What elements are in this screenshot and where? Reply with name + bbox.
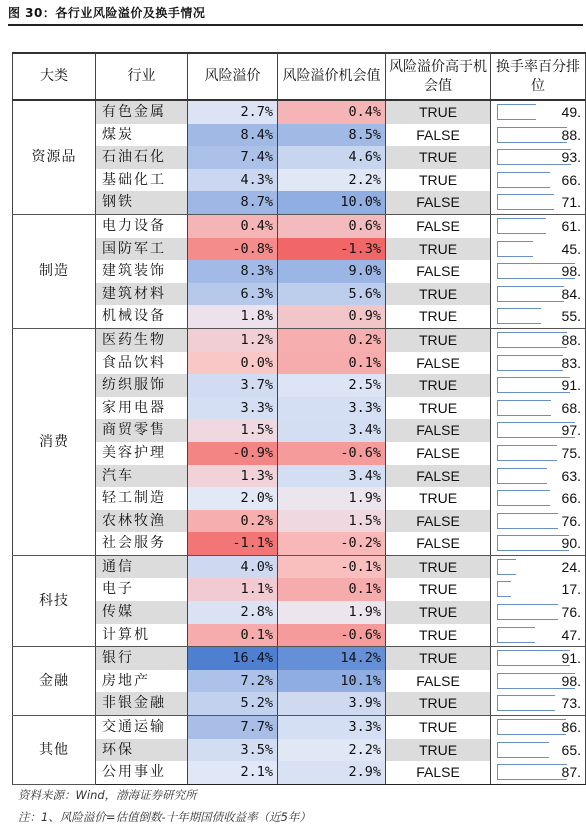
opportunity-cell: 1.9%	[278, 487, 386, 510]
turnover-rank-cell	[491, 532, 586, 555]
category-cell: 其他	[13, 716, 96, 785]
turnover-rank-value: 61.	[561, 217, 581, 234]
risk-premium-cell: 4.0%	[188, 555, 278, 578]
above-opportunity-cell: TRUE	[386, 555, 491, 578]
industry-cell: 银行	[96, 647, 188, 670]
industry-cell: 医药生物	[96, 328, 188, 351]
above-opportunity-cell: TRUE	[386, 238, 491, 261]
turnover-rank-value: 98.	[561, 263, 581, 280]
table-row	[13, 716, 586, 739]
turnover-rank-bar	[497, 218, 546, 234]
table-row	[13, 692, 586, 715]
turnover-rank-cell	[491, 465, 586, 488]
industry-cell: 电力设备	[96, 214, 188, 237]
table-row	[13, 214, 586, 237]
table-row	[13, 761, 586, 784]
risk-premium-cell: 2.1%	[188, 761, 278, 784]
turnover-rank-bar	[497, 559, 516, 575]
opportunity-cell: 2.2%	[278, 739, 386, 762]
opportunity-cell: -0.6%	[278, 442, 386, 465]
opportunity-cell: 0.1%	[278, 578, 386, 601]
table-row	[13, 532, 586, 555]
header-category: 大类	[13, 53, 96, 100]
turnover-rank-cell	[491, 169, 586, 192]
above-opportunity-cell: TRUE	[386, 716, 491, 739]
opportunity-cell: 14.2%	[278, 647, 386, 670]
opportunity-cell: 0.2%	[278, 328, 386, 351]
turnover-rank-cell	[491, 419, 586, 442]
turnover-rank-cell	[491, 238, 586, 261]
risk-premium-cell: -0.9%	[188, 442, 278, 465]
turnover-rank-value: 24.	[561, 558, 581, 575]
industry-cell: 交通运输	[96, 716, 188, 739]
turnover-rank-bar	[497, 104, 536, 120]
industry-cell: 轻工制造	[96, 487, 188, 510]
turnover-rank-bar	[497, 149, 571, 165]
turnover-rank-bar	[497, 650, 570, 666]
turnover-rank-bar	[497, 194, 554, 210]
above-opportunity-cell: TRUE	[386, 601, 491, 624]
risk-premium-cell: 7.7%	[188, 716, 278, 739]
turnover-rank-value: 91.	[561, 377, 581, 394]
table-row	[13, 442, 586, 465]
turnover-rank-value: 84.	[561, 285, 581, 302]
industry-cell: 计算机	[96, 624, 188, 647]
turnover-rank-value: 63.	[561, 467, 581, 484]
turnover-rank-bar	[497, 355, 563, 371]
turnover-rank-cell	[491, 692, 586, 715]
turnover-rank-bar	[497, 377, 570, 393]
risk-premium-cell: 1.8%	[188, 305, 278, 328]
turnover-rank-bar	[497, 332, 567, 348]
turnover-rank-value: 91.	[561, 650, 581, 667]
risk-premium-cell: 0.2%	[188, 510, 278, 533]
industry-cell: 汽车	[96, 465, 188, 488]
turnover-rank-value: 98.	[561, 672, 581, 689]
turnover-rank-value: 87.	[561, 764, 581, 781]
risk-premium-cell: 6.3%	[188, 283, 278, 306]
turnover-rank-cell	[491, 647, 586, 670]
turnover-rank-bar	[497, 308, 541, 324]
above-opportunity-cell: TRUE	[386, 305, 491, 328]
industry-cell: 基础化工	[96, 169, 188, 192]
turnover-rank-bar	[497, 445, 557, 461]
turnover-rank-cell	[491, 716, 586, 739]
opportunity-cell: -1.3%	[278, 238, 386, 261]
turnover-rank-value: 83.	[561, 354, 581, 371]
category-cell: 制造	[13, 214, 96, 328]
turnover-rank-cell	[491, 124, 586, 147]
figure-title: 图 30：各行业风险溢价及换手情况	[8, 6, 206, 20]
above-opportunity-cell: TRUE	[386, 146, 491, 169]
risk-premium-cell: 7.4%	[188, 146, 278, 169]
risk-premium-cell: 2.7%	[188, 100, 278, 124]
table-row	[13, 578, 586, 601]
turnover-rank-bar	[497, 286, 564, 302]
table-row	[13, 169, 586, 192]
industry-cell: 纺织服饰	[96, 374, 188, 397]
category-cell: 科技	[13, 555, 96, 646]
turnover-rank-value: 55.	[561, 308, 581, 325]
above-opportunity-cell: FALSE	[386, 191, 491, 214]
above-opportunity-cell: FALSE	[386, 214, 491, 237]
opportunity-cell: 0.4%	[278, 100, 386, 124]
category-cell: 消费	[13, 328, 96, 555]
turnover-rank-cell	[491, 578, 586, 601]
industry-cell: 通信	[96, 555, 188, 578]
opportunity-cell: -0.2%	[278, 532, 386, 555]
risk-premium-cell: -0.8%	[188, 238, 278, 261]
risk-premium-cell: 8.3%	[188, 260, 278, 283]
industry-cell: 美容护理	[96, 442, 188, 465]
risk-premium-cell: 5.2%	[188, 692, 278, 715]
table-row	[13, 260, 586, 283]
turnover-rank-cell	[491, 305, 586, 328]
table-row	[13, 374, 586, 397]
industry-cell: 社会服务	[96, 532, 188, 555]
turnover-rank-value: 97.	[561, 422, 581, 439]
industry-cell: 商贸零售	[96, 419, 188, 442]
table-row	[13, 124, 586, 147]
opportunity-cell: 10.0%	[278, 191, 386, 214]
opportunity-cell: 0.6%	[278, 214, 386, 237]
turnover-rank-value: 49.	[561, 104, 581, 120]
turnover-rank-bar	[497, 742, 549, 758]
header-industry: 行业	[96, 53, 188, 100]
turnover-rank-value: 76.	[561, 512, 581, 529]
turnover-rank-cell	[491, 214, 586, 237]
turnover-rank-bar	[497, 241, 533, 257]
turnover-rank-cell	[491, 374, 586, 397]
industry-cell: 国防军工	[96, 238, 188, 261]
above-opportunity-cell: TRUE	[386, 578, 491, 601]
industry-cell: 石油石化	[96, 146, 188, 169]
turnover-rank-value: 45.	[561, 240, 581, 257]
turnover-rank-value: 86.	[561, 719, 581, 736]
turnover-rank-value: 66.	[561, 171, 581, 188]
turnover-rank-cell	[491, 739, 586, 762]
turnover-rank-cell	[491, 397, 586, 420]
above-opportunity-cell: FALSE	[386, 761, 491, 784]
turnover-rank-bar	[497, 719, 566, 735]
table-row	[13, 352, 586, 375]
opportunity-cell: 0.9%	[278, 305, 386, 328]
turnover-rank-cell	[491, 283, 586, 306]
turnover-rank-bar	[497, 581, 511, 597]
above-opportunity-cell: FALSE	[386, 442, 491, 465]
industry-cell: 环保	[96, 739, 188, 762]
industry-cell: 电子	[96, 578, 188, 601]
risk-premium-cell: 7.2%	[188, 670, 278, 693]
header-turnover-rank: 换手率百分排位	[491, 53, 586, 100]
industry-cell: 传媒	[96, 601, 188, 624]
turnover-rank-cell	[491, 487, 586, 510]
opportunity-cell: 5.6%	[278, 283, 386, 306]
industry-cell: 食品饮料	[96, 352, 188, 375]
industry-cell: 建筑装饰	[96, 260, 188, 283]
above-opportunity-cell: FALSE	[386, 260, 491, 283]
turnover-rank-bar	[497, 468, 547, 484]
notes	[18, 784, 311, 828]
turnover-rank-bar	[497, 490, 550, 506]
table-row	[13, 238, 586, 261]
category-cell: 资源品	[13, 100, 96, 214]
industry-cell: 机械设备	[96, 305, 188, 328]
risk-premium-cell: 1.5%	[188, 419, 278, 442]
table-row	[13, 305, 586, 328]
turnover-rank-value: 65.	[561, 741, 581, 758]
industry-cell: 非银金融	[96, 692, 188, 715]
above-opportunity-cell: TRUE	[386, 397, 491, 420]
above-opportunity-cell: FALSE	[386, 465, 491, 488]
opportunity-cell: 2.9%	[278, 761, 386, 784]
above-opportunity-cell: FALSE	[386, 532, 491, 555]
table-row	[13, 601, 586, 624]
turnover-rank-value: 76.	[561, 604, 581, 621]
table-row	[13, 670, 586, 693]
industry-cell: 有色金属	[96, 100, 188, 124]
table-row	[13, 624, 586, 647]
opportunity-cell: 3.4%	[278, 465, 386, 488]
opportunity-cell: -0.1%	[278, 555, 386, 578]
turnover-rank-bar	[497, 513, 558, 529]
risk-premium-cell: 0.1%	[188, 624, 278, 647]
above-opportunity-cell: FALSE	[386, 352, 491, 375]
turnover-rank-bar	[497, 535, 569, 551]
turnover-rank-cell	[491, 510, 586, 533]
turnover-rank-value: 47.	[561, 626, 581, 643]
turnover-rank-cell	[491, 670, 586, 693]
turnover-rank-cell	[491, 761, 586, 784]
industry-cell: 农林牧渔	[96, 510, 188, 533]
opportunity-cell: -0.6%	[278, 624, 386, 647]
turnover-rank-bar	[497, 127, 567, 143]
risk-premium-cell: 1.2%	[188, 328, 278, 351]
risk-premium-cell: 2.8%	[188, 601, 278, 624]
opportunity-cell: 0.1%	[278, 352, 386, 375]
risk-premium-cell: 8.7%	[188, 191, 278, 214]
risk-premium-cell: 4.3%	[188, 169, 278, 192]
above-opportunity-cell: TRUE	[386, 328, 491, 351]
above-opportunity-cell: FALSE	[386, 124, 491, 147]
title-rule	[8, 24, 583, 26]
turnover-rank-bar	[497, 764, 567, 780]
table-row	[13, 419, 586, 442]
industry-cell: 房地产	[96, 670, 188, 693]
above-opportunity-cell: TRUE	[386, 283, 491, 306]
opportunity-cell: 2.5%	[278, 374, 386, 397]
opportunity-cell: 3.9%	[278, 692, 386, 715]
above-opportunity-cell: TRUE	[386, 647, 491, 670]
risk-premium-cell: 3.7%	[188, 374, 278, 397]
above-opportunity-cell: TRUE	[386, 624, 491, 647]
above-opportunity-cell: FALSE	[386, 510, 491, 533]
turnover-rank-value: 71.	[561, 194, 581, 211]
table-row	[13, 647, 586, 670]
table-body	[13, 100, 586, 784]
table-row	[13, 146, 586, 169]
risk-premium-cell: 0.4%	[188, 214, 278, 237]
opportunity-cell: 3.4%	[278, 419, 386, 442]
table-row	[13, 283, 586, 306]
footnote: 注：1、风险溢价=估值倒数-十年期国债收益率（近5年）	[18, 810, 311, 824]
above-opportunity-cell: TRUE	[386, 692, 491, 715]
risk-premium-cell: 8.4%	[188, 124, 278, 147]
header-above-opportunity: 风险溢价高于机会值	[386, 53, 491, 100]
turnover-rank-cell	[491, 352, 586, 375]
header-risk-premium: 风险溢价	[188, 53, 278, 100]
turnover-rank-bar	[497, 604, 558, 620]
turnover-rank-value: 93.	[561, 149, 581, 166]
table-row	[13, 328, 586, 351]
opportunity-cell: 1.5%	[278, 510, 386, 533]
opportunity-cell: 10.1%	[278, 670, 386, 693]
above-opportunity-cell: TRUE	[386, 487, 491, 510]
risk-premium-cell: 0.0%	[188, 352, 278, 375]
turnover-rank-bar	[497, 627, 535, 643]
table-row	[13, 397, 586, 420]
turnover-rank-bar	[497, 695, 555, 711]
industry-cell: 公用事业	[96, 761, 188, 784]
turnover-rank-bar	[497, 400, 551, 416]
turnover-rank-cell	[491, 146, 586, 169]
opportunity-cell: 1.9%	[278, 601, 386, 624]
risk-premium-cell: 1.1%	[188, 578, 278, 601]
above-opportunity-cell: TRUE	[386, 100, 491, 124]
table-row	[13, 465, 586, 488]
opportunity-cell: 2.2%	[278, 169, 386, 192]
risk-premium-cell: 2.0%	[188, 487, 278, 510]
turnover-rank-value: 66.	[561, 490, 581, 507]
turnover-rank-cell	[491, 624, 586, 647]
table-row	[13, 100, 586, 124]
turnover-rank-value: 17.	[561, 581, 581, 598]
turnover-rank-value: 68.	[561, 399, 581, 416]
risk-premium-cell: -1.1%	[188, 532, 278, 555]
turnover-rank-value: 73.	[561, 695, 581, 712]
industry-cell: 家用电器	[96, 397, 188, 420]
turnover-rank-cell	[491, 260, 586, 283]
above-opportunity-cell: TRUE	[386, 739, 491, 762]
turnover-rank-cell	[491, 555, 586, 578]
turnover-rank-value: 88.	[561, 126, 581, 143]
industry-cell: 建筑材料	[96, 283, 188, 306]
table-row	[13, 510, 586, 533]
table-row	[13, 191, 586, 214]
risk-premium-cell: 1.3%	[188, 465, 278, 488]
table-row	[13, 739, 586, 762]
industry-cell: 煤炭	[96, 124, 188, 147]
opportunity-cell: 9.0%	[278, 260, 386, 283]
table-row	[13, 555, 586, 578]
industry-risk-table	[12, 52, 586, 785]
turnover-rank-value: 88.	[561, 331, 581, 348]
industry-cell: 钢铁	[96, 191, 188, 214]
risk-premium-cell: 16.4%	[188, 647, 278, 670]
risk-premium-cell: 3.3%	[188, 397, 278, 420]
turnover-rank-value: 90.	[561, 535, 581, 552]
above-opportunity-cell: FALSE	[386, 419, 491, 442]
turnover-rank-cell	[491, 442, 586, 465]
opportunity-cell: 8.5%	[278, 124, 386, 147]
opportunity-cell: 3.3%	[278, 716, 386, 739]
turnover-rank-cell	[491, 328, 586, 351]
opportunity-cell: 3.3%	[278, 397, 386, 420]
opportunity-cell: 4.6%	[278, 146, 386, 169]
header-risk-premium-opportunity: 风险溢价机会值	[278, 53, 386, 100]
turnover-rank-cell	[491, 191, 586, 214]
turnover-rank-bar	[497, 172, 550, 188]
source-note: 资料来源：Wind，渤海证券研究所	[18, 788, 197, 802]
table-row	[13, 487, 586, 510]
table-header-row	[13, 53, 586, 100]
turnover-rank-cell	[491, 100, 586, 124]
above-opportunity-cell: TRUE	[386, 374, 491, 397]
above-opportunity-cell: TRUE	[386, 169, 491, 192]
above-opportunity-cell: FALSE	[386, 670, 491, 693]
category-cell: 金融	[13, 647, 96, 716]
turnover-rank-value: 75.	[561, 444, 581, 461]
turnover-rank-cell	[491, 601, 586, 624]
risk-premium-cell: 3.5%	[188, 739, 278, 762]
